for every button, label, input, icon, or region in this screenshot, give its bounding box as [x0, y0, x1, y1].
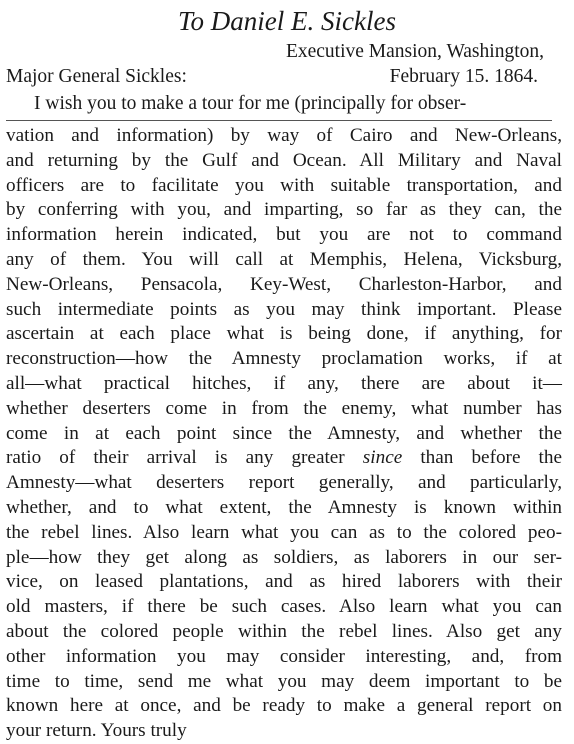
body-line: all—what practical hitches, if any, there are about it—	[6, 372, 562, 394]
body-line: information herein indicated, but you are not to command	[6, 224, 562, 246]
body-line: whether deserters come in from the enemy, what number has	[6, 397, 562, 419]
body-line: come in at each point since the Amnesty, and whether the	[6, 422, 562, 444]
body-line: any of them. You will call at Memphis, Helena, Vicksburg,	[6, 248, 562, 270]
body-line: by conferring with you, and imparting, so far as they can, the	[6, 199, 562, 221]
body-line: whether, and to what extent, the Amnesty is known within	[6, 496, 562, 518]
body-line: vice, on leased plantations, and as hired laborers with their	[6, 571, 562, 593]
letter-first-line: I wish you to make a tour for me (principally for obser-	[34, 93, 467, 114]
body-line: ple—how they get along as soldiers, as laborers in our ser-	[6, 546, 562, 568]
letter-place: Executive Mansion, Washington,	[285, 41, 544, 62]
body-line: known here at once, and be ready to make a general report on	[6, 695, 562, 717]
body-line: officers are to facilitate you with suitable transportation, and	[6, 174, 562, 196]
letter-salutation: Major General Sickles:	[6, 66, 187, 87]
body-line: time to time, send me what you may deem important to be	[6, 670, 562, 692]
body-line: reconstruction—how the Amnesty proclamation works, if at	[6, 348, 562, 370]
body-line: about the colored people within the rebel lines. Also get any	[6, 620, 562, 642]
body-line: vation and information) by way of Cairo and New-Orleans,	[6, 125, 562, 146]
body-line: ascertain at each place what is being done, if anything, for	[6, 323, 562, 345]
body-line: Amnesty—what deserters report generally, and particularly,	[6, 472, 562, 494]
body-line: other information you may consider interesting, and, from	[6, 645, 562, 667]
body-line: and returning by the Gulf and Ocean. All Military and Naval	[6, 149, 562, 171]
letter-title: To Daniel E. Sickles	[178, 6, 396, 36]
body-line: your return. Yours truly	[6, 720, 187, 742]
page-divider	[6, 120, 552, 121]
body-line: ratio of their arrival is any greater since than before the	[6, 447, 562, 469]
letter-body	[6, 124, 562, 744]
body-line: the rebel lines. Also learn what you can as to the colored peo-	[6, 521, 562, 543]
letter-date: February 15. 1864.	[389, 66, 538, 87]
body-line: old masters, if there be such cases. Also learn what you can	[6, 596, 562, 618]
emphasized-word: since	[362, 447, 403, 469]
body-line: such intermediate points as you may think important. Please	[6, 298, 562, 320]
body-line: New-Orleans, Pensacola, Key-West, Charleston-Harbor, and	[6, 273, 562, 295]
